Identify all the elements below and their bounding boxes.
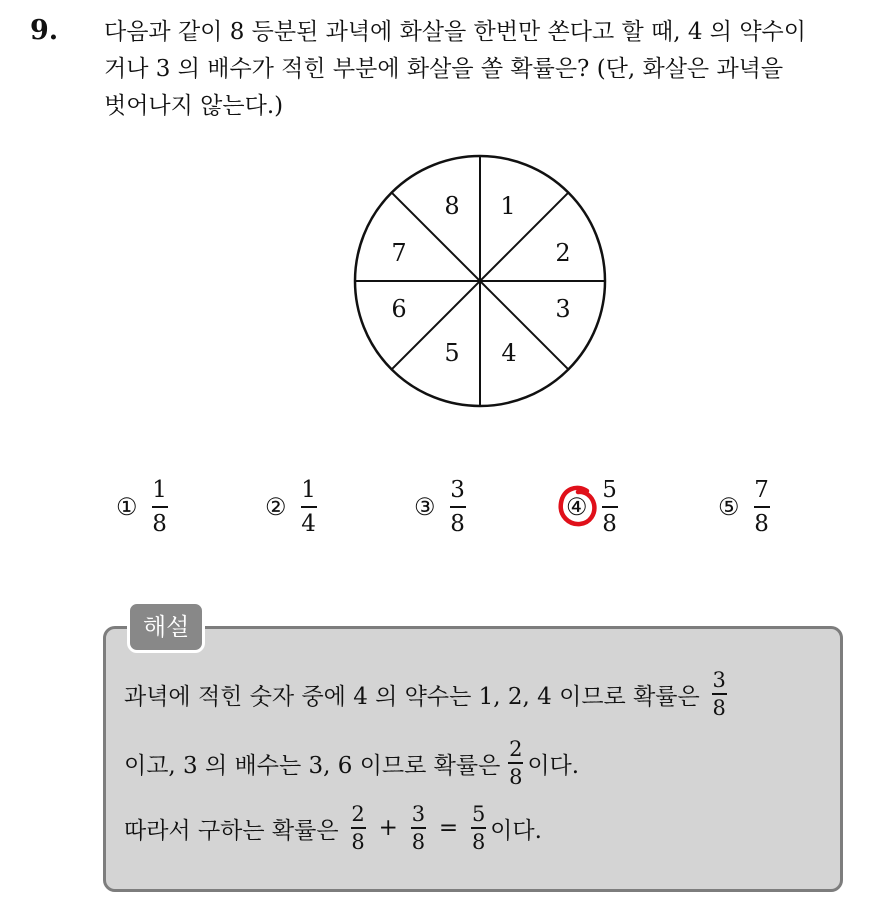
- fraction-bar: [301, 506, 317, 508]
- fraction-bar: [602, 506, 618, 508]
- explanation-fraction: [471, 803, 486, 853]
- explanation-text: 이고, 3 의 배수는 3, 6 이므로 확률은: [124, 752, 501, 779]
- fraction-bar: [152, 506, 168, 508]
- denominator: 8: [509, 764, 523, 789]
- choice-fraction: [301, 477, 317, 537]
- sector-label: 1: [500, 192, 516, 220]
- explanation-line-3: [124, 798, 542, 858]
- fraction-bar: [351, 827, 366, 829]
- question-line: 다음과 같이 8 등분된 과녁에 화살을 한번만 쏜다고 할 때, 4 의 약수이: [104, 19, 806, 45]
- explanation-line-2: [124, 733, 579, 793]
- fraction-bar: [450, 506, 466, 508]
- choice-fraction: [152, 477, 168, 537]
- choice-number: ①: [116, 493, 138, 521]
- choice-number: ⑤: [718, 493, 740, 521]
- numerator: 1: [301, 477, 316, 504]
- fraction-bar: [754, 506, 770, 508]
- choice-2[interactable]: [265, 472, 317, 542]
- explanation-text: 과녁에 적힌 숫자 중에 4 의 약수는 1, 2, 4 이므로 확률은: [124, 683, 700, 710]
- choice-fraction: [450, 477, 466, 537]
- denominator: 8: [411, 829, 426, 854]
- numerator: 5: [602, 477, 617, 504]
- fraction-bar: [508, 762, 523, 764]
- answer-choices: [0, 472, 884, 542]
- explanation-fraction: [351, 803, 366, 853]
- sector-label: 6: [391, 295, 407, 323]
- sector-label: 4: [501, 339, 517, 367]
- choice-4[interactable]: [566, 472, 618, 542]
- sector-label: 7: [391, 239, 407, 267]
- denominator: 8: [602, 510, 617, 537]
- numerator: 3: [411, 802, 426, 827]
- fraction-bar: [712, 693, 727, 695]
- denominator: 8: [754, 510, 769, 537]
- denominator: 8: [471, 829, 486, 854]
- numerator: 5: [471, 802, 486, 827]
- explanation-tag: 해설: [127, 601, 205, 653]
- choice-fraction: [602, 477, 618, 537]
- choice-1[interactable]: [116, 472, 168, 542]
- choice-number: ③: [414, 493, 436, 521]
- explanation-text: 이다.: [527, 752, 580, 779]
- denominator: 8: [712, 695, 726, 720]
- question-text: [104, 14, 864, 125]
- denominator: 8: [351, 829, 365, 854]
- numerator: 2: [509, 737, 523, 762]
- sector-label: 8: [444, 192, 460, 220]
- numerator: 3: [450, 477, 465, 504]
- question-line: 벗어나지 않는다.): [104, 93, 284, 119]
- sector-label: 3: [555, 295, 571, 323]
- choice-3[interactable]: [414, 472, 466, 542]
- sector-label: 5: [444, 339, 460, 367]
- question-line: 거나 3 의 배수가 적힌 부분에 화살을 쏠 확률은? (단, 화살은 과녁을: [104, 56, 784, 82]
- choice-5[interactable]: [718, 472, 770, 542]
- choice-fraction: [754, 477, 770, 537]
- numerator: 3: [712, 668, 726, 693]
- denominator: 8: [450, 510, 465, 537]
- denominator: 4: [301, 510, 316, 537]
- explanation-text: 이다.: [490, 817, 542, 844]
- plus-sign: +: [378, 815, 398, 841]
- explanation-text: 따라서 구하는 확률은: [124, 817, 339, 844]
- fraction-bar: [471, 827, 486, 829]
- equals-sign: =: [438, 815, 459, 841]
- fraction-bar: [411, 827, 426, 829]
- question-number: 9.: [30, 15, 59, 46]
- sector-label: 2: [555, 239, 571, 267]
- numerator: 1: [152, 477, 167, 504]
- dartboard-figure: [352, 153, 608, 409]
- explanation-line-1: [124, 664, 731, 724]
- numerator: 2: [351, 802, 365, 827]
- numerator: 7: [754, 477, 769, 504]
- explanation-fraction: [411, 803, 426, 853]
- choice-number: ④: [566, 493, 588, 521]
- denominator: 8: [152, 510, 167, 537]
- explanation-fraction: [508, 738, 523, 788]
- explanation-fraction: [712, 669, 727, 719]
- choice-number: ②: [265, 493, 287, 521]
